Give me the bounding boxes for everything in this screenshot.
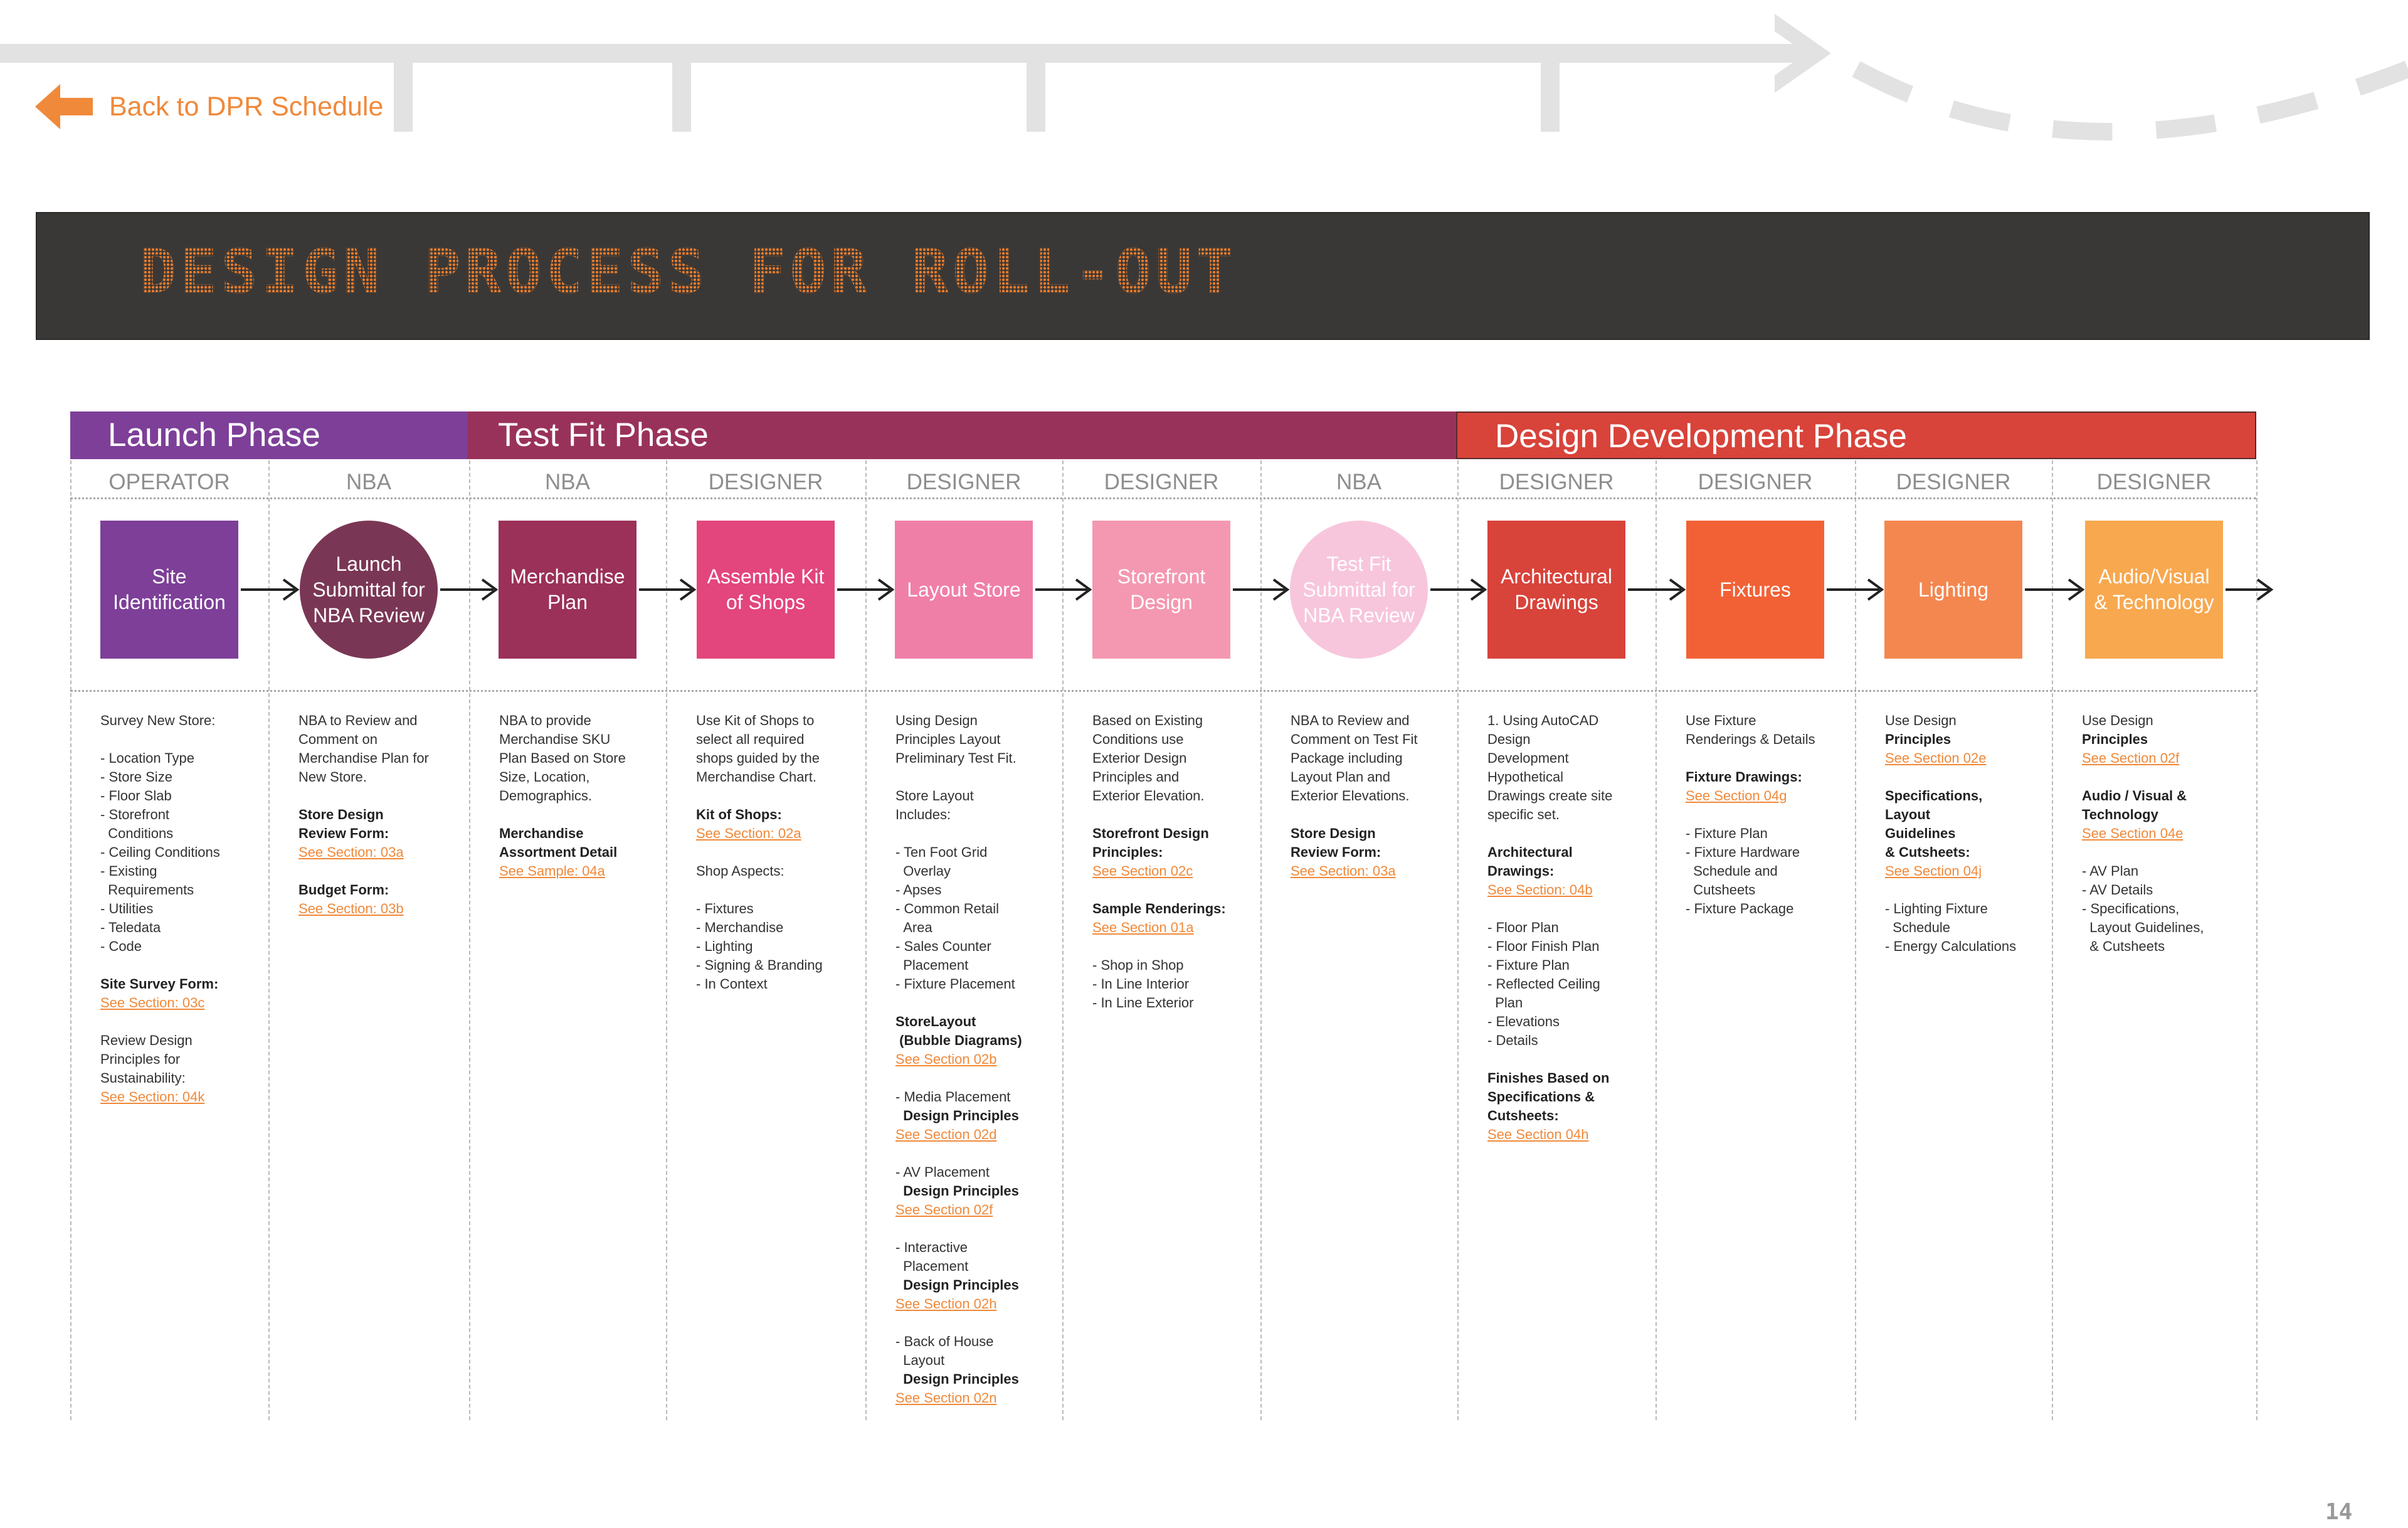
detail-line: - Signing & Branding [696,957,823,973]
role-label: NBA [1336,470,1381,494]
detail-line: NBA to provide [499,713,591,728]
detail-line [895,1219,1072,1238]
detail-line: - Teledata [100,920,161,935]
detail-line: NBA to Review and [1291,713,1410,728]
detail-line [696,843,873,862]
detail-line: Specifications & [1487,1089,1595,1105]
detail-line: Drawings create site [1487,788,1613,804]
column-divider [469,460,470,1420]
section-link[interactable]: See Section: 04b [1487,882,1593,898]
section-link[interactable]: See Section: 03b [298,901,404,916]
detail-line: Schedule and [1686,863,1778,879]
detail-line: - Fixture Hardware [1686,844,1800,860]
role-label: DESIGNER [1499,470,1614,494]
detail-line: - Elevations [1487,1014,1560,1029]
detail-line: Technology [2082,807,2158,822]
detail-line: Cutsheets: [1487,1108,1559,1123]
detail-line: Using Design [895,713,978,728]
step-node: Architectural Drawings [1487,521,1625,659]
page-number: 14 [2325,1499,2353,1525]
detail-line: - Fixture Plan [1487,957,1570,973]
step-node: Storefront Design [1092,521,1230,659]
detail-line: Principles [2082,731,2148,747]
detail-line [100,1012,277,1031]
detail-line: Includes: [895,807,951,822]
detail-line: Survey New Store: [100,713,216,728]
detail-line: - Back of House [895,1334,994,1349]
detail-line: Layout [895,1352,945,1368]
section-link[interactable]: See Section 04g [1686,788,1787,804]
detail-line: - Fixture Package [1686,901,1794,916]
detail-line: Development [1487,750,1569,766]
detail-line: Package including [1291,750,1403,766]
detail-line: Audio / Visual & [2082,788,2187,804]
detail-line: Architectural [1487,844,1573,860]
detail-line: Review Design [100,1032,193,1048]
section-link[interactable]: See Section 02c [1092,863,1193,879]
section-link[interactable]: See Section 02f [2082,750,2180,766]
role-label: DESIGNER [906,470,1022,494]
detail-line: StoreLayout [895,1014,976,1029]
step-node: Merchandise Plan [499,521,636,659]
detail-line: Plan [1487,995,1523,1011]
detail-line: Plan Based on Store [499,750,626,766]
detail-line: - Store Size [100,769,172,785]
detail-line: Kit of Shops: [696,807,782,822]
detail-line: Sample Renderings: [1092,901,1226,916]
detail-line: Placement [895,1258,969,1274]
section-link[interactable]: See Section: 03a [298,844,404,860]
section-link[interactable]: See Section 04h [1487,1127,1589,1142]
role-label: DESIGNER [1698,470,1813,494]
detail-line: Comment on Test Fit [1291,731,1418,747]
detail-line: Guidelines [1885,825,1956,841]
detail-line: Review Form: [1291,844,1381,860]
detail-line: Review Form: [298,825,389,841]
detail-line: Merchandise [499,825,584,841]
section-link[interactable]: See Section 02h [895,1296,997,1312]
detail-line: Shop Aspects: [696,863,784,879]
step-node: Layout Store [895,521,1033,659]
detail-line [895,1313,1072,1332]
section-link[interactable]: See Section 01a [1092,920,1194,935]
detail-line: - Specifications, [2082,901,2180,916]
detail-line: Principles Layout [895,731,1001,747]
detail-line: Exterior Elevation. [1092,788,1205,804]
detail-line [100,730,277,749]
step-details [895,711,1072,1408]
detail-line [895,768,1072,787]
flow-arrow [440,580,496,600]
section-link[interactable]: See Section 02b [895,1051,997,1067]
step-details [499,711,676,881]
detail-line: - Lighting Fixture [1885,901,1988,916]
detail-line: Storefront Design [1092,825,1209,841]
step-node: Launch Submittal for NBA Review [300,521,438,659]
detail-line: Design Principles [895,1277,1019,1293]
detail-line [499,805,676,824]
section-link[interactable]: See Section: 03c [100,995,205,1011]
role-label: DESIGNER [1104,470,1219,494]
row-divider [70,690,2256,692]
detail-line: Merchandise Plan for [298,750,429,766]
page-title: DESIGN PROCESS FOR ROLL-OUT [140,236,1237,307]
phase-launch: Launch Phase [70,411,469,459]
step-node: Lighting [1884,521,2022,659]
step-node: Site Identification [100,521,238,659]
detail-line: Store Layout [895,788,974,804]
role-label: NBA [545,470,590,494]
detail-line [1487,899,1664,918]
step-node: Test Fit Submittal for NBA Review [1290,521,1428,659]
detail-line: Design Principles [895,1108,1019,1123]
detail-line [1291,805,1467,824]
section-link[interactable]: See Section 02f [895,1202,993,1218]
detail-line: Principles [1885,731,1951,747]
detail-line: - Utilities [100,901,154,916]
detail-line: New Store. [298,769,367,785]
detail-line: Overlay [895,863,951,879]
detail-line [1686,749,1862,768]
detail-line: Design Principles [895,1371,1019,1387]
step-node: Fixtures [1686,521,1824,659]
detail-line: - Existing [100,863,157,879]
detail-line [100,956,277,975]
detail-line [895,1144,1072,1163]
detail-line: Assortment Detail [499,844,618,860]
detail-line: Exterior Design [1092,750,1187,766]
column-divider [666,460,667,1420]
detail-line: - Location Type [100,750,195,766]
detail-line: Specifications, [1885,788,1983,804]
step-node: Assemble Kit of Shops [697,521,835,659]
detail-line: shops guided by the [696,750,820,766]
detail-line [1487,1050,1664,1069]
detail-line [2082,843,2259,862]
detail-line: Preliminary Test Fit. [895,750,1017,766]
detail-line [1686,805,1862,824]
role-label: OPERATOR [108,470,230,494]
detail-line: Schedule [1885,920,1950,935]
detail-line [895,1069,1072,1088]
detail-line [1885,768,2062,787]
detail-line: - Fixture Placement [895,976,1015,992]
flow-arrow [2226,580,2271,600]
detail-line: - Fixture Plan [1686,825,1768,841]
detail-line: - Floor Slab [100,788,172,804]
detail-line: Merchandise SKU [499,731,611,747]
section-link[interactable]: See Section 04j [1885,863,1982,879]
detail-line: - Common Retail [895,901,1000,916]
detail-line: & Cutsheets [2082,938,2165,954]
detail-line: Placement [895,957,969,973]
detail-line: - Ten Foot Grid [895,844,988,860]
detail-line: Area [895,920,932,935]
detail-line: - Ceiling Conditions [100,844,220,860]
detail-line: Hypothetical [1487,769,1564,785]
detail-line: Design Principles [895,1183,1019,1199]
detail-line: - Details [1487,1032,1538,1048]
detail-line: Use Design [1885,713,1956,728]
detail-line: - Lighting [696,938,753,954]
detail-line: Layout Guidelines, [2082,920,2204,935]
step-details [696,711,873,994]
detail-line: - AV Placement [895,1164,990,1180]
detail-line: Store Design [298,807,384,822]
role-label: DESIGNER [708,470,823,494]
detail-line: Sustainability: [100,1070,186,1086]
detail-line: Exterior Elevations. [1291,788,1410,804]
detail-line: Store Design [1291,825,1376,841]
title-banner [36,212,2370,340]
step-details [1686,711,1862,918]
detail-line: Principles: [1092,844,1163,860]
flow-arrow [1827,580,1882,600]
phase-test-fit: Test Fit Phase [468,411,1457,459]
step-details [298,711,475,918]
detail-line: Finishes Based on [1487,1070,1610,1086]
detail-line: - Floor Finish Plan [1487,938,1600,954]
role-label: DESIGNER [2096,470,2212,494]
detail-line: Principles and [1092,769,1180,785]
section-link[interactable]: See Section: 02a [696,825,801,841]
detail-line [298,787,475,805]
detail-line: - Floor Plan [1487,920,1559,935]
detail-line: - Code [100,938,142,954]
detail-line: Drawings: [1487,863,1555,879]
step-details [1885,711,2062,956]
detail-line: Cutsheets [1686,882,1756,898]
detail-line [298,862,475,881]
back-link-label: Back to DPR Schedule [109,91,384,122]
detail-line: - Reflected Ceiling [1487,976,1600,992]
detail-line: 1. Using AutoCAD [1487,713,1599,728]
section-link[interactable]: See Section 02e [1885,750,1987,766]
detail-line: Principles for [100,1051,181,1067]
detail-line: Site Survey Form: [100,976,219,992]
detail-line [1092,805,1269,824]
detail-line: Requirements [100,882,194,898]
detail-line: NBA to Review and [298,713,418,728]
detail-line [696,881,873,899]
detail-line: - AV Plan [2082,863,2139,879]
detail-line: - Sales Counter [895,938,991,954]
detail-line: - Fixtures [696,901,754,916]
detail-line: Budget Form: [298,882,389,898]
step-details [100,711,277,1106]
detail-line [2082,768,2259,787]
detail-line: Comment on [298,731,378,747]
detail-line: Design [1487,731,1531,747]
detail-line: select all required [696,731,805,747]
step-node: Audio/Visual & Technology [2085,521,2223,659]
detail-line [696,787,873,805]
detail-line: - Storefront [100,807,170,822]
detail-line: Layout Plan and [1291,769,1391,785]
role-label: DESIGNER [1896,470,2011,494]
detail-line: - In Context [696,976,768,992]
detail-line [895,994,1072,1012]
detail-line: - Merchandise [696,920,784,935]
detail-line [1885,881,2062,899]
column-divider [70,460,71,1420]
flow-arrow [837,580,892,600]
back-to-schedule-link[interactable] [35,82,383,132]
flow-arrow [2025,580,2083,600]
phase-design-development: Design Development Phase [1456,411,2256,459]
detail-line: Use Kit of Shops to [696,713,815,728]
step-details [1291,711,1467,881]
detail-line: Demographics. [499,788,592,804]
column-divider [1855,460,1856,1420]
section-link[interactable]: See Section 02n [895,1390,997,1406]
section-link[interactable]: See Section 02d [895,1127,997,1142]
detail-line: (Bubble Diagrams) [895,1032,1022,1048]
detail-line [1092,937,1269,956]
detail-line: Layout [1885,807,1931,822]
detail-line: Renderings & Details [1686,731,1815,747]
section-link[interactable]: See Section: 04k [100,1089,205,1105]
detail-line [1092,881,1269,899]
column-divider [1457,460,1459,1420]
step-details [2082,711,2259,956]
arrow-left-icon [35,82,93,132]
detail-line: Fixture Drawings: [1686,769,1802,785]
detail-line: - Interactive [895,1239,968,1255]
detail-line [895,824,1072,843]
detail-line: - Shop in Shop [1092,957,1184,973]
detail-line: Based on Existing [1092,713,1203,728]
detail-line: - AV Details [2082,882,2153,898]
detail-line: Conditions [100,825,174,841]
detail-line: Use Fixture [1686,713,1756,728]
detail-line: Size, Location, [499,769,590,785]
detail-line: - Media Placement [895,1089,1011,1105]
role-label: NBA [346,470,391,494]
section-link[interactable]: See Sample: 04a [499,863,605,879]
detail-line: - In Line Interior [1092,976,1190,992]
detail-line: specific set. [1487,807,1560,822]
detail-line [1487,824,1664,843]
section-link[interactable]: See Section: 03a [1291,863,1396,879]
detail-line: - Apses [895,882,942,898]
detail-line: Merchandise Chart. [696,769,816,785]
detail-line: - In Line Exterior [1092,995,1194,1011]
step-details [1487,711,1664,1144]
step-details [1092,711,1269,1012]
detail-line: Conditions use [1092,731,1184,747]
detail-line: Use Design [2082,713,2153,728]
section-link[interactable]: See Section 04e [2082,825,2184,841]
detail-line: & Cutsheets: [1885,844,1970,860]
detail-line: - Energy Calculations [1885,938,2017,954]
